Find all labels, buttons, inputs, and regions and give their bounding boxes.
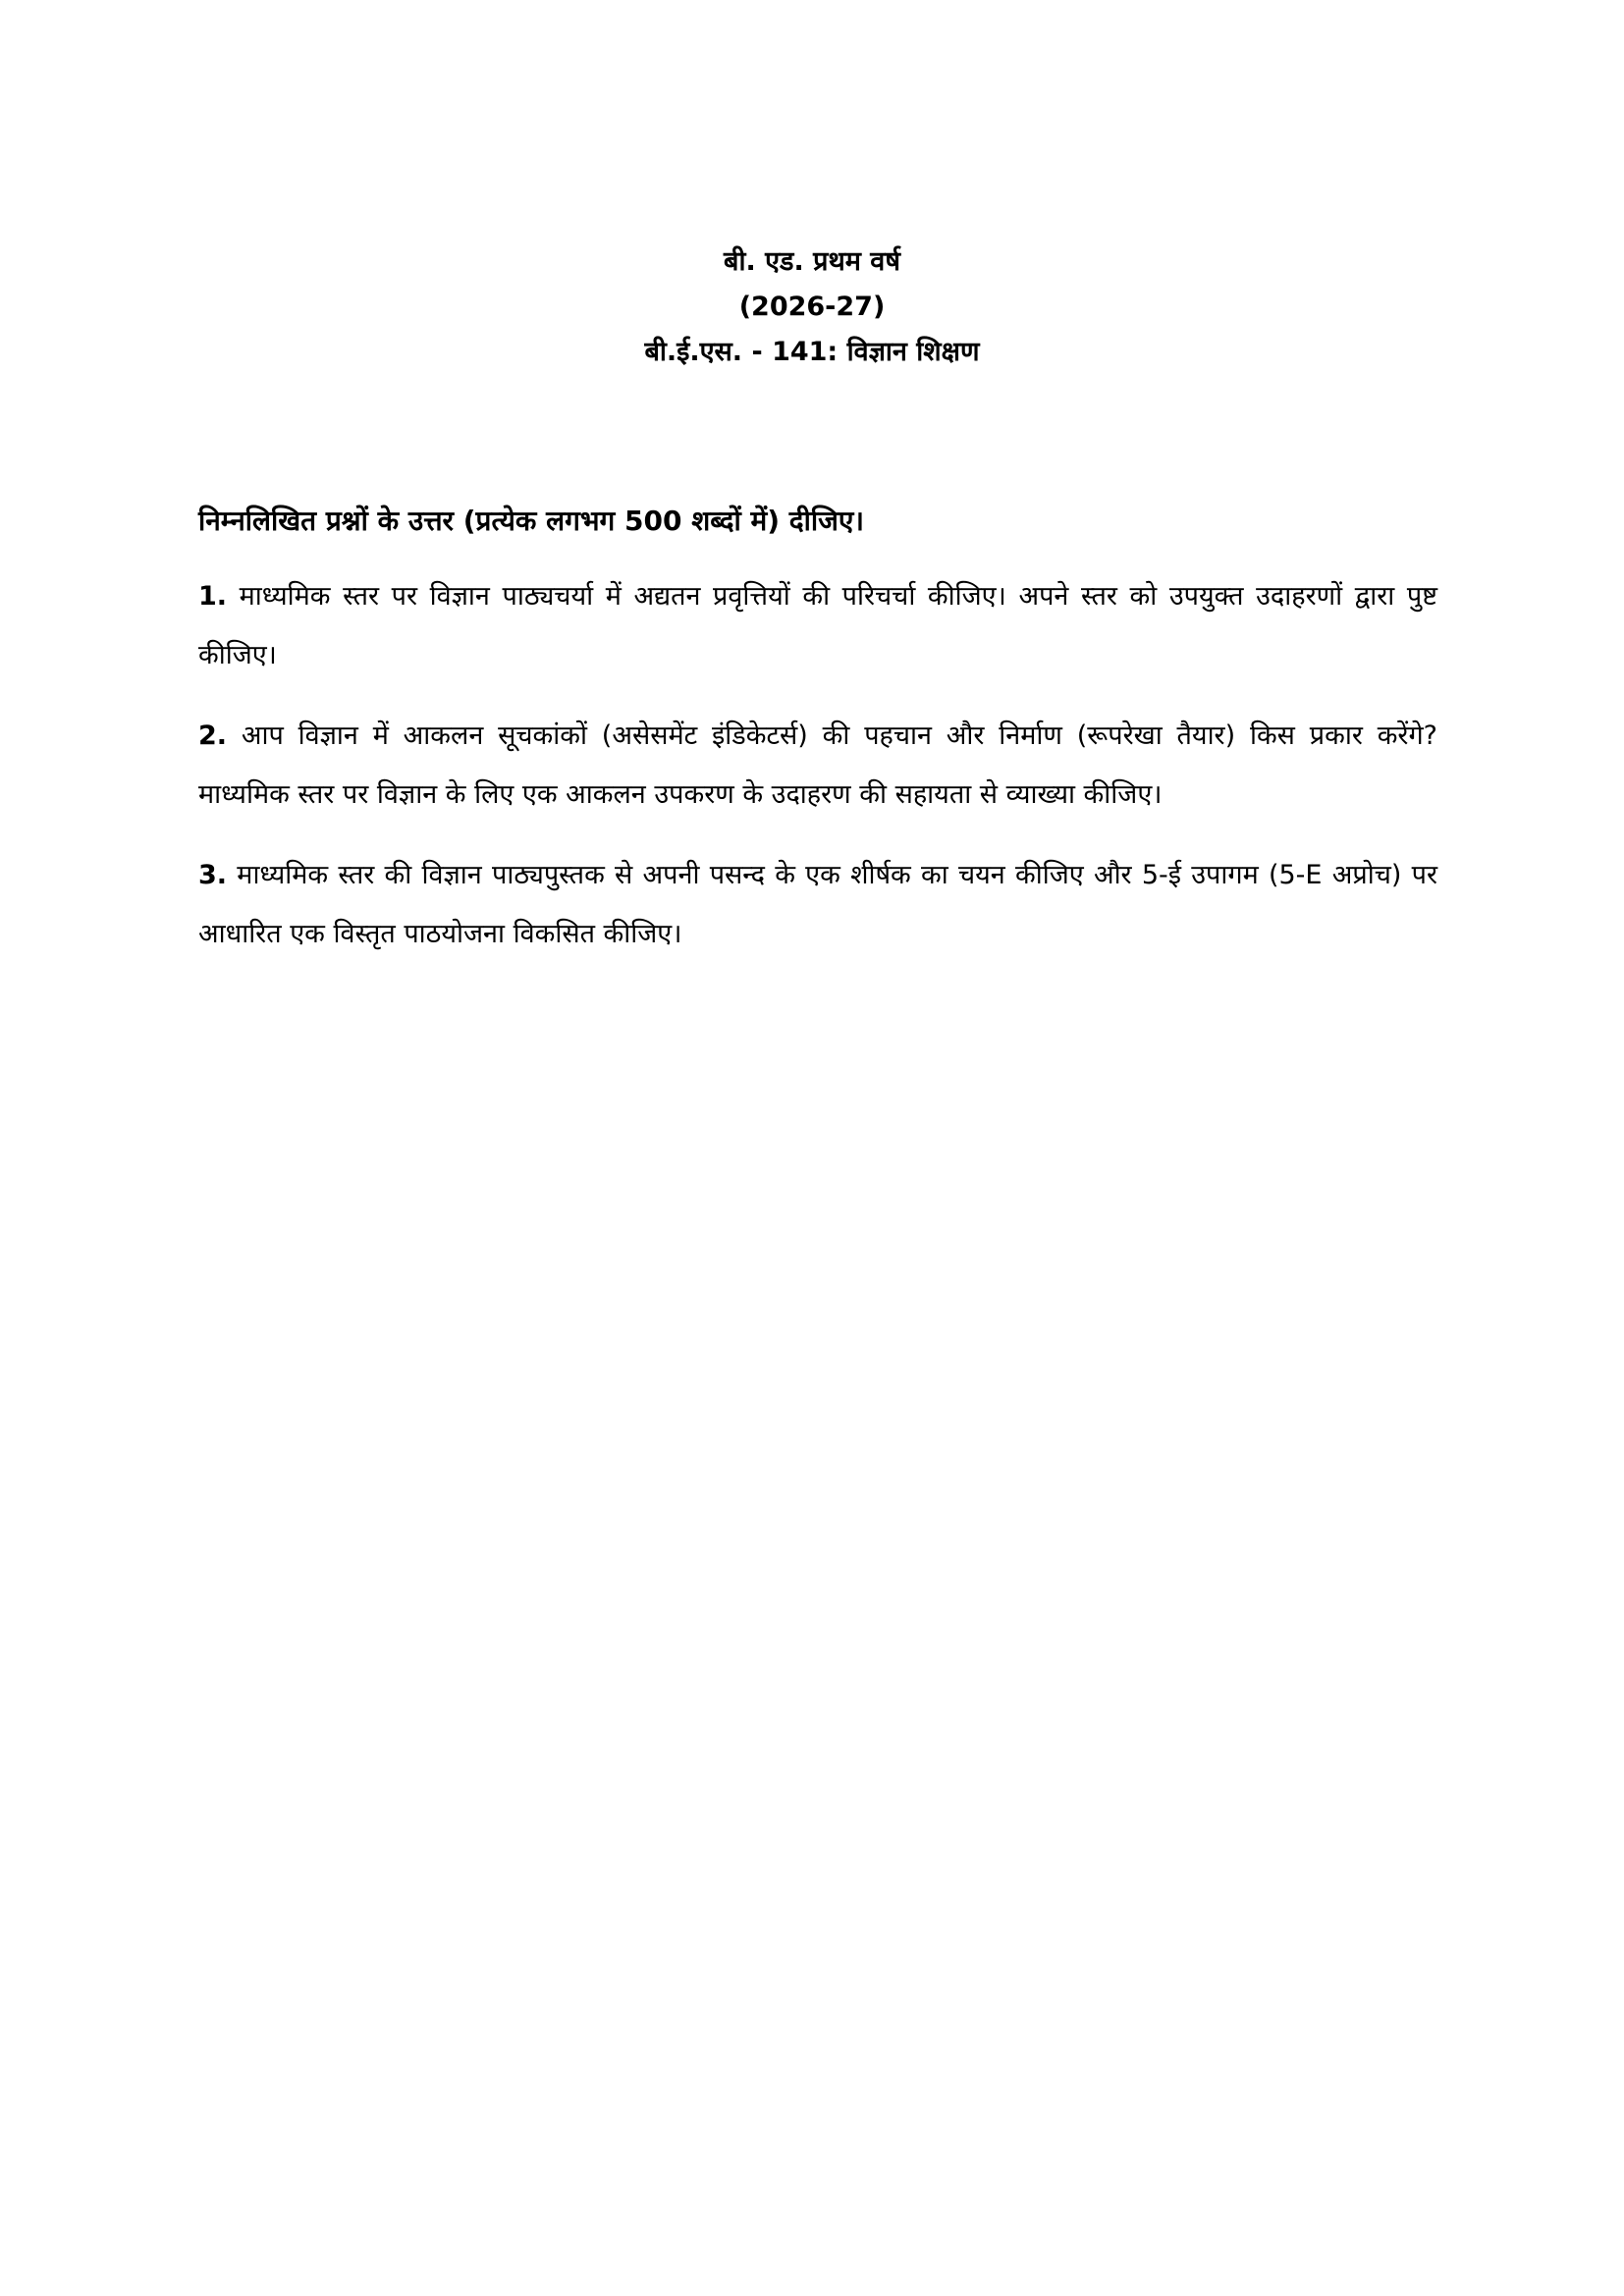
question-text: आप विज्ञान में आकलन सूचकांकों (असेसमेंट इंडिकेटर्स) की पहचान और निर्माण (रूपरेखा तैयार) किस प्रकार करेंगे? माध्यमिक स्तर पर विज्ञान के लिए एक आकलन उपकरण के उदाहरण की सहायता से व्याख्या कीजिए। [198,721,1437,810]
question-number: 3. [198,860,228,890]
question-text: माध्यमिक स्तर की विज्ञान पाठ्यपुस्तक से अपनी पसन्द के एक शीर्षक का चयन कीजिए और 5-ई उपागम (5-E अप्रोच) पर आधारित एक विस्तृत पाठयोजना विकसित कीजिए। [198,860,1437,949]
question-text: माध्यमिक स्तर पर विज्ञान पाठ्यचर्या में अद्यतन प्रवृत्तियों की परिचर्चा कीजिए। अपने स्तर को उपयुक्त उदाहरणों द्वारा पुष्ट कीजिए। [198,581,1437,670]
document-header [0,240,1624,375]
assignment-body [198,499,1437,986]
instruction-text: निम्नलिखित प्रश्नों के उत्तर (प्रत्येक लगभग 500 शब्दों में) दीजिए। [198,505,864,537]
question-item [198,846,1437,964]
question-item [198,707,1437,825]
question-item [198,567,1437,685]
question-number: 1. [198,581,228,612]
course-title: बी.ई.एस. - 141: विज्ञान शिक्षण [644,337,980,367]
program-title: बी. एड. प्रथम वर्ष [724,246,900,277]
question-number: 2. [198,721,228,751]
session-year: (2026-27) [738,292,886,322]
